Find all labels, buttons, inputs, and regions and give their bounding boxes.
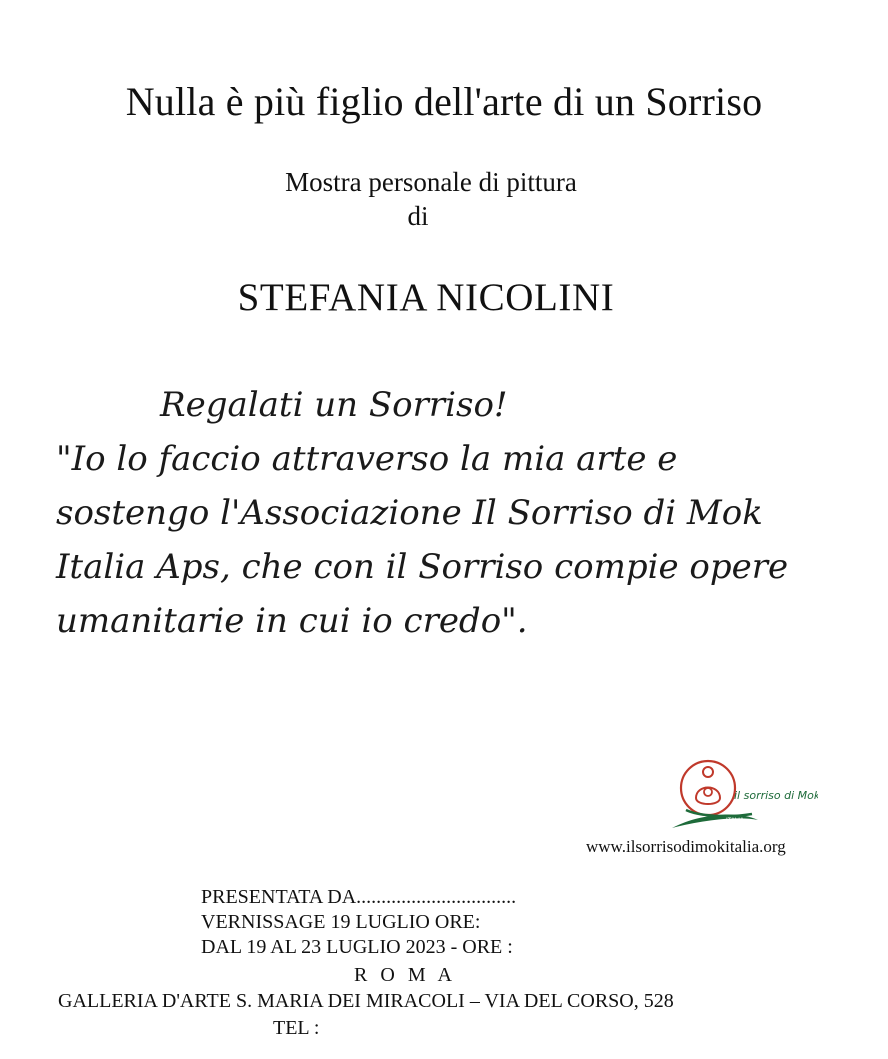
exhibition-subtitle: Mostra personale di pittura xyxy=(285,167,577,197)
artist-name: STEFANIA NICOLINI xyxy=(237,276,615,319)
info-city: R O M A xyxy=(354,964,456,986)
quote-body: "Io lo faccio attraverso la mia arte e sostengo l'Associazione Il Sorriso di Mok Italia Aps, che con il Sorriso compie opere umanitarie in cui io credo". xyxy=(56,439,789,641)
page-title: Nulla è più figlio dell'arte di un Sorriso xyxy=(125,79,763,124)
quote-heading: Regalati un Sorriso! xyxy=(160,385,508,425)
association-logo xyxy=(668,758,818,834)
exhibition-subtitle-di: di xyxy=(407,201,429,231)
info-dates: DAL 19 AL 23 LUGLIO 2023 - ORE : xyxy=(201,936,513,958)
info-tel: TEL : xyxy=(273,1017,320,1039)
info-vernissage: VERNISSAGE 19 LUGLIO ORE: xyxy=(201,911,481,933)
website-link[interactable]: www.ilsorrisodimokitalia.org xyxy=(586,837,786,856)
logo-subtext: ITALIA xyxy=(726,818,744,824)
info-gallery-address: GALLERIA D'ARTE S. MARIA DEI MIRACOLI – VIA DEL CORSO, 528 xyxy=(58,990,674,1012)
mok-logo-icon xyxy=(668,758,818,834)
logo-wordmark: il sorriso di Mok xyxy=(734,789,818,802)
quote-block xyxy=(56,378,836,648)
info-presentata: PRESENTATA DA................................ xyxy=(201,886,517,908)
